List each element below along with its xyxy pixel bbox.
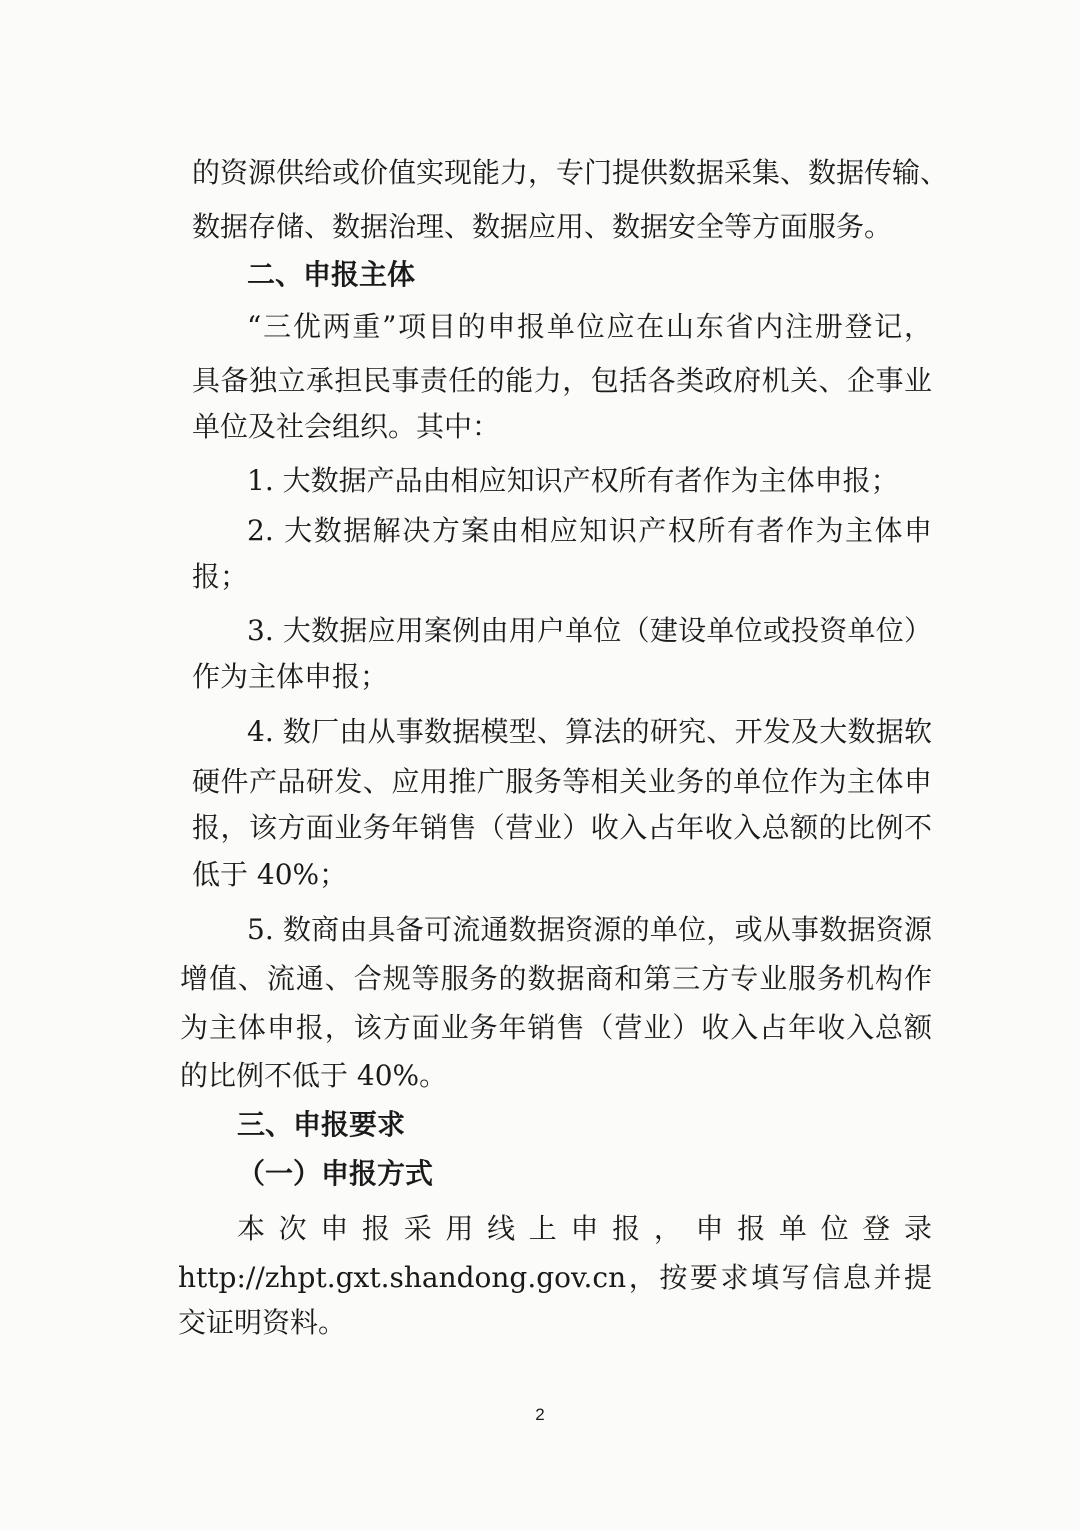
- list-item-4-line-1: 4. 数厂由从事数据模型、算法的研究、开发及大数据软: [247, 715, 932, 748]
- list-item-5-line-4: 的比例不低于 40%。: [180, 1059, 448, 1092]
- list-item-2-line-2: 报；: [192, 560, 249, 593]
- list-item-3-line-2: 作为主体申报；: [192, 660, 389, 693]
- list-item-5-line-2: 增值、流通、合规等服务的数据商和第三方专业服务机构作: [180, 962, 932, 995]
- intro-line-1: 的资源供给或价值实现能力，专门提供数据采集、数据传输、: [192, 156, 949, 189]
- section-3-heading: 三、申报要求: [237, 1108, 406, 1141]
- section-2-para-line-1: “三优两重”项目的申报单位应在山东省内注册登记，: [247, 310, 932, 343]
- section-3-subheading: （一）申报方式: [237, 1157, 434, 1190]
- list-item-4-line-3: 报，该方面业务年销售（营业）收入占年收入总额的比例不: [192, 811, 932, 844]
- section-2-heading: 二、申报主体: [247, 258, 416, 291]
- list-item-1: 1. 大数据产品由相应知识产权所有者作为主体申报；: [247, 464, 899, 497]
- section-3-para-line-3: 交证明资料。: [178, 1306, 347, 1339]
- section-3-para-line-1: 本次申报采用线上申报，申报单位登录: [237, 1212, 932, 1245]
- section-2-para-line-3: 单位及社会组织。其中：: [192, 410, 501, 443]
- section-2-para-line-2: 具备独立承担民事责任的能力，包括各类政府机关、企事业: [192, 364, 932, 397]
- section-3-para-line-2: http://zhpt.gxt.shandong.gov.cn，按要求填写信息并提: [178, 1261, 932, 1294]
- list-item-2-line-1: 2. 大数据解决方案由相应知识产权所有者作为主体申: [247, 514, 932, 547]
- list-item-5-line-3: 为主体申报，该方面业务年销售（营业）收入占年收入总额: [180, 1011, 932, 1044]
- list-item-5-line-1: 5. 数商由具备可流通数据资源的单位，或从事数据资源: [247, 913, 932, 946]
- list-item-4-line-2: 硬件产品研发、应用推广服务等相关业务的单位作为主体申: [192, 765, 932, 798]
- page-number: 2: [535, 1405, 545, 1424]
- list-item-4-line-4: 低于 40%；: [192, 858, 348, 891]
- intro-line-2: 数据存储、数据治理、数据应用、数据安全等方面服务。: [192, 210, 893, 243]
- list-item-3-line-1: 3. 大数据应用案例由用户单位（建设单位或投资单位）: [247, 614, 932, 647]
